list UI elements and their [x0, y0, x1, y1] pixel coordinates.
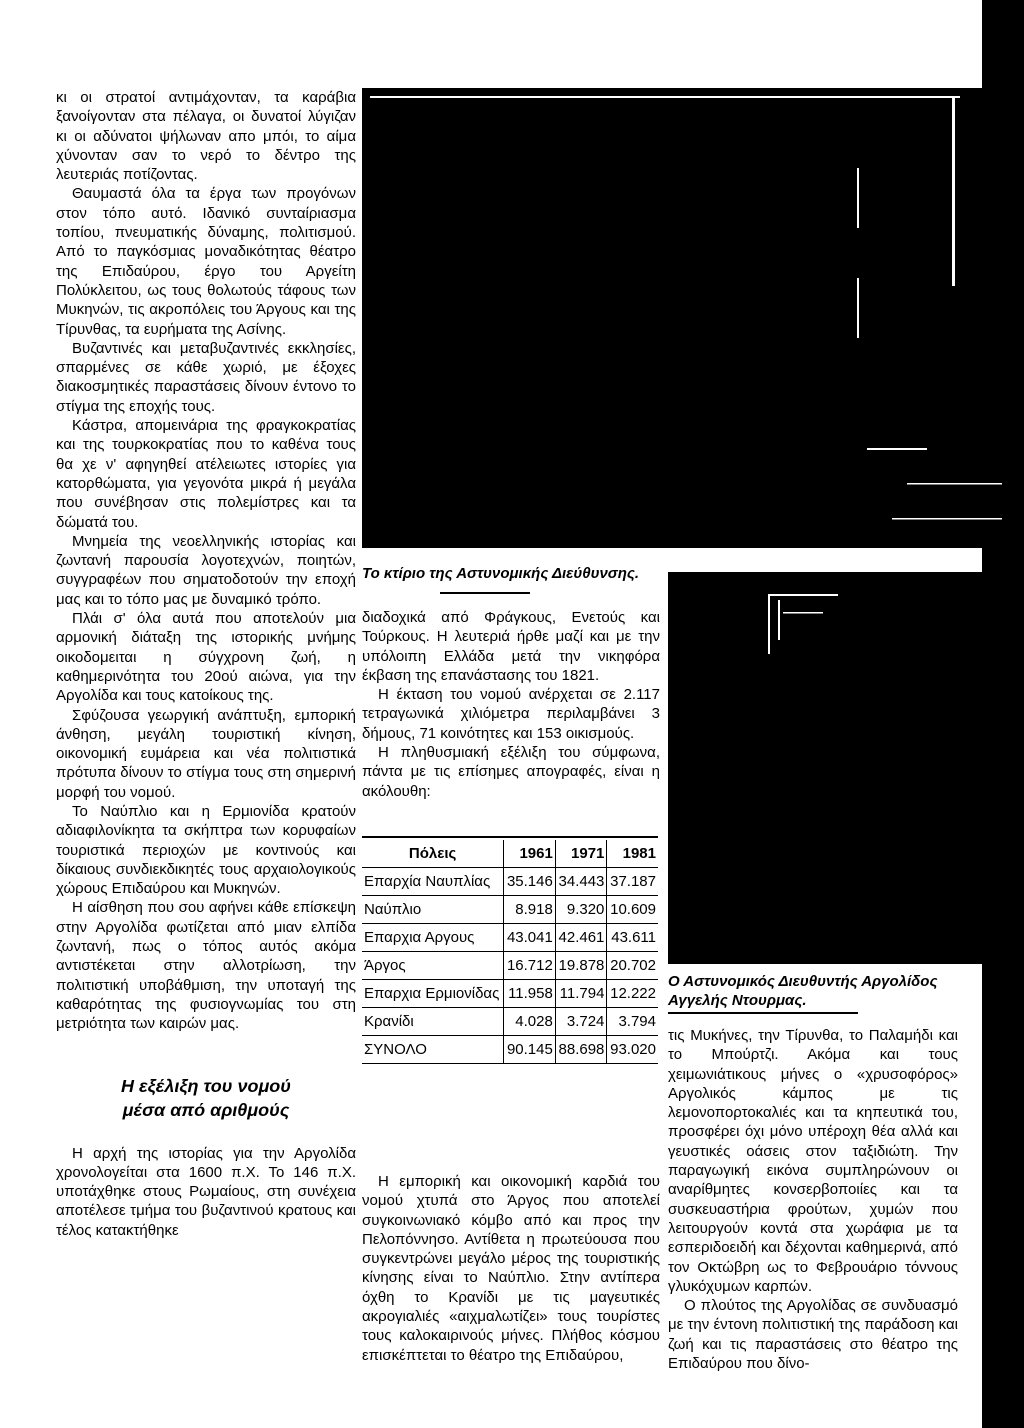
table-cell: 43.611 [607, 924, 658, 952]
portrait-caption [668, 972, 998, 1010]
table-cell: Ναύπλιο [362, 896, 504, 924]
table-top-rule [362, 836, 658, 838]
paragraph: Ο πλούτος της Αργολίδας σε συνδυασμό με την έντονη πολιτιστική της παράδοση και ζωή και τις παραστάσεις στο θέατρο της Επιδαύρου που δίνο- [668, 1297, 958, 1373]
paragraph: κι οι στρατοί αντιμάχονταν, τα καράβια ξανοίγονταν στα πέλαγα, οι δυνατοί λύγιζαν κι οι αδύνατοι ψήλωναν απο μπόι, το αίμα χύνονταν σαν το νερό το δέντρο της λευτεριάς ποτίζοντας. [56, 89, 356, 184]
paragraph: Το Ναύπλιο και η Ερμιονίδα κρατούν αδιαφιλονίκητα τα σκήπτρα των κορυφαίων τουριστικά περιοχών με κοντινούς και δίκαιους συνδιεκδικητές τους αρχαιολογικούς χώρους Επιδαύρου και Μυκηνών. [56, 802, 356, 898]
table-header-cell: 1971 [555, 840, 607, 868]
paragraph: διαδοχικά από Φράγκους, Ενετούς και Τούρκους. Η λευτεριά ήρθε μαζί και με την υπόλοιπη Ελλάδα μετά την νικηφόρα έκβαση της επανάστασης του 1821. [362, 609, 660, 684]
table-cell: 42.461 [555, 924, 607, 952]
table-cell: 90.145 [504, 1036, 556, 1064]
article-column-2-continued [362, 1172, 660, 1365]
table-header-row [362, 840, 658, 868]
table-cell: 20.702 [607, 952, 658, 980]
table-cell: 4.028 [504, 1008, 556, 1036]
table-cell: 10.609 [607, 896, 658, 924]
table-cell: Επαρχια Αργους [362, 924, 504, 952]
section-heading [56, 1074, 356, 1122]
table-cell: 93.020 [607, 1036, 658, 1064]
table-cell: 9.320 [555, 896, 607, 924]
table-cell: 37.187 [607, 868, 658, 896]
table-row [362, 924, 658, 952]
portrait-caption-line: Αγγελής Ντουρμας. [668, 992, 807, 1009]
portrait-caption-line: Ο Αστυνομικός Διευθυντής Αργολίδος [668, 973, 938, 990]
table-row [362, 1008, 658, 1036]
table-header-cell: 1981 [607, 840, 658, 868]
table-cell: 11.794 [555, 980, 607, 1008]
population-table [362, 840, 658, 1064]
paragraph: Μνημεία της νεοελληνικής ιστορίας και ζωντανή παρουσία λογοτεχνών, ποιητών, συγγραφέων που σηματοδοτούν την εποχή μας και το τόπο μας με δυναμικό τρόπο. [56, 532, 356, 608]
table-cell: 8.918 [504, 896, 556, 924]
caption-rule [440, 592, 530, 594]
paragraph: Η έκταση του νομού ανέρχεται σε 2.117 τετραγωνικά χιλιόμετρα περιλαμβάνει 3 δήμους, 71 κοινότητες και 153 οικισμούς. [362, 686, 660, 742]
table-cell: 3.794 [607, 1008, 658, 1036]
table-header-cell: Πόλεις [362, 840, 504, 868]
table-cell: 19.878 [555, 952, 607, 980]
paragraph: Βυζαντινές και μεταβυζαντινές εκκλησίες, σπαρμένες σε κάθε χωριό, με έξοχες διακοσμητικές παραστάσεις δίνουν έντονο το στίγμα της εποχής τους. [56, 339, 356, 415]
table-cell: Επαρχία Ναυπλίας [362, 868, 504, 896]
director-portrait-photo [668, 572, 1002, 964]
paragraph: Θαυμαστά όλα τα έργα των προγόνων στον τόπο αυτό. Ιδανικό συνταίριασμα τοπίου, πνευματικής δύναμης, πολιτισμού. Από το παγκόσμιας μοναδικότητας θέατρο της Επιδαύρου, έργο του Αργείτη Πολύκλειτου, ως τους θολωτούς τάφους των Μυκηνών, τις ακροπόλεις του Άργους και της Τίρυνθας, τα ευρήματα της Ασίνης. [56, 185, 356, 338]
table-cell: 35.146 [504, 868, 556, 896]
table-cell: 3.724 [555, 1008, 607, 1036]
photo-caption: Το κτίριο της Αστυνομικής Διεύθυνσης. [362, 565, 640, 582]
table-cell: Επαρχια Ερμιονίδας [362, 980, 504, 1008]
table-row [362, 980, 658, 1008]
table-cell: 16.712 [504, 952, 556, 980]
section-heading-line: μέσα από αριθμούς [122, 1099, 290, 1120]
section-heading-line: Η εξέλιξη του νομού [121, 1075, 291, 1096]
paragraph: Η αρχή της ιστορίας για την Αργολίδα χρονολογείται στα 1600 π.Χ. Το 146 π.Χ. υποτάχθηκε στους Ρωμαίους, στη συνέχεια αποτέλεσε τμήμα του βυζαντινού κρατους και τέλος κατακτήθηκε [56, 1144, 356, 1239]
table-header-cell: 1961 [504, 840, 556, 868]
table-cell: 34.443 [555, 868, 607, 896]
article-column-2 [362, 608, 660, 801]
table-cell: Κρανίδι [362, 1008, 504, 1036]
table-row-total [362, 1036, 658, 1064]
table-cell: 43.041 [504, 924, 556, 952]
caption-rule [668, 1012, 858, 1014]
table-cell: Άργος [362, 952, 504, 980]
paragraph: Κάστρα, απομεινάρια της φραγκοκρατίας και της τουρκοκρατίας που το καθένα τους θα χε ν' αφηγηθεί ατέλειωτες ιστορίες για κατορθώματα, για γεγονότα μικρά ή μεγάλα που συνέβησαν στις πολεμίστρες και τα δώματά του. [56, 417, 356, 531]
paragraph: Η πληθυσμιακή εξέλιξη του σύμφωνα, πάντα με τις επίσημες απογραφές, είναι η ακόλουθη: [362, 744, 660, 800]
table-cell: ΣΥΝΟΛΟ [362, 1036, 504, 1064]
table-cell: 12.222 [607, 980, 658, 1008]
paragraph: Η εμπορική και οικονομική καρδιά του νομού χτυπά στο Άργος που αποτελεί συγκοινωνιακό κόμβο από και προς την Πελοπόννησο. Αντίθετα η πρωτεύουσα που συγκεντρώνει μεγάλο μέρος της τουριστικής κίνησης είναι το Ναύπλιο. Στην αντίπερα όχθη το Κρανίδι με τις μαγευτικές ακρογιαλιές «αιχμαλωτίζει» τους τουρίστες τους καλοκαιρινούς μήνες. Πλήθος κόσμου επισκέπτεται το θέατρο της Επιδαύρου, [362, 1173, 660, 1364]
police-building-photo [362, 88, 1002, 548]
table-row [362, 868, 658, 896]
article-column-1 [56, 88, 356, 1240]
paragraph: Σφύζουσα γεωργική ανάπτυξη, εμπορική άνθηση, μεγάλη τουριστική κίνηση, οικονομική ευμάρεια και νέα πολιτιστικά πρότυπα δίνουν το στίγμα τους στη σημερινή μορφή του νομού. [56, 706, 356, 801]
paragraph: Η αίσθηση που σου αφήνει κάθε επίσκεψη στην Αργολίδα φωτίζεται από μιαν ελπίδα ζωντανή, πως ο τόπος αυτός ακόμα αντιστέκεται στην αλλοτρίωση, την πολιτιστική υποβάθμιση, την υποταγή της καθαρότητας της φυσιογνωμίας του στη μετριότητα των καιρών μας. [56, 899, 356, 1033]
paragraph: τις Μυκήνες, την Τίρυνθα, το Παλαμήδι και το Μπούρτζι. Ακόμα και τους χειμωνιάτικους μήνες ο «χρυσοφόρος» Αργολικός κάμπος με τις λεμονοπορτοκαλιές και τα κηπευτικά του, προσφέρει όχι μόνο υπέροχη θέα αλλά και γευστικές οάσεις στον ταξιδιώτη. Την παραγωγική εικόνα συμπληρώνουν οι αναρίθμητες κονσερβοποιίες και τα συσκευαστήρια φρούτων, χυμών που λειτουργούν κοντά στα χωράφια με τα εσπεριδοειδή και δέχονται καθημερινά, από τον Οκτώβρη ως το Φεβρουάριο τόννους γλυκόχυμων καρπών. [668, 1027, 958, 1295]
table-cell: 11.958 [504, 980, 556, 1008]
table-row [362, 896, 658, 924]
table-cell: 88.698 [555, 1036, 607, 1064]
table-row [362, 952, 658, 980]
article-column-3 [668, 1026, 958, 1373]
paragraph: Πλάι σ' όλα αυτά που αποτελούν μια αρμονική διάταξη της ιστορικής μνήμης οικοδομειται η σύγχρονη ζωή, η καθημερινότητα του 20ού αιώνα, για την Αργολίδα και τους κατοίκους της. [56, 610, 356, 705]
